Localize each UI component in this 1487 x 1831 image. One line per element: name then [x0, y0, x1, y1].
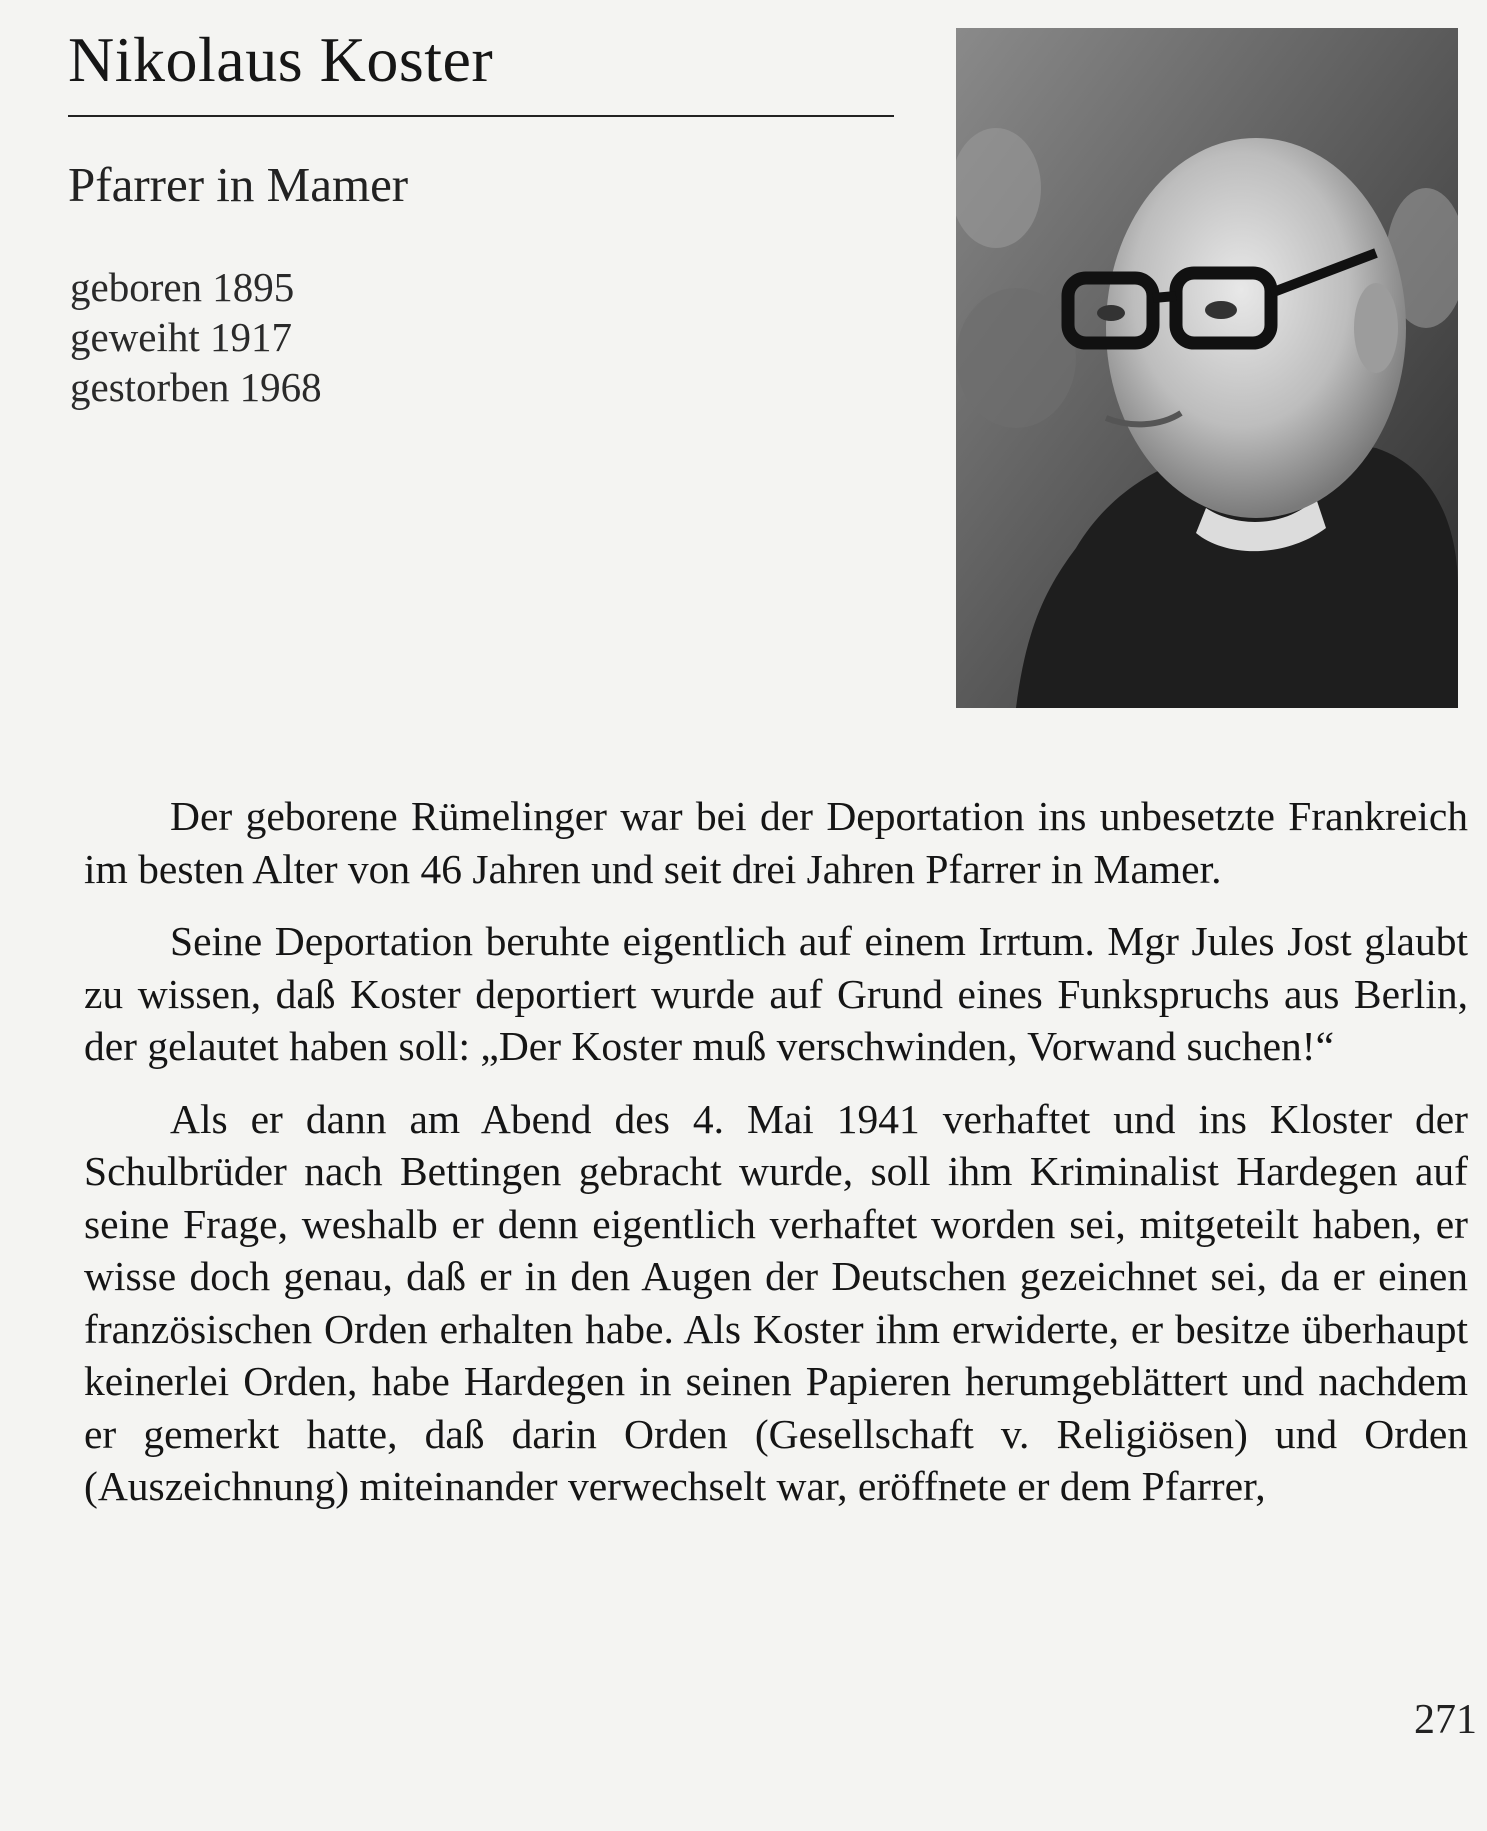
body-paragraph: Seine Deportation beruhte eigentlich auf einem Irrtum. Mgr Jules Jost glaubt zu wissen, daß Koster deportiert wurde auf Grund eines Funkspruchs aus Berlin, der gelautet haben soll: „Der Koster muß verschwinden, Vorwand suchen!“ [84, 918, 1468, 1069]
death-date: gestorben 1968 [70, 364, 322, 410]
title-divider [68, 115, 894, 117]
body-paragraph: Der geborene Rümelinger war bei der Deportation ins unbesetzte Frankreich im besten Alter von 46 Jahren und seit drei Jahren Pfarrer in Mamer. [84, 793, 1468, 892]
biographical-dates [70, 262, 322, 412]
body-paragraph: Als er dann am Abend des 4. Mai 1941 verhaftet und ins Kloster der Schulbrüder nach Bettingen gebracht wurde, soll ihm Kriminalist Hardegen auf seine Frage, weshalb er denn eigentlich verhaftet worden sei, mitgeteilt haben, er wisse doch genau, daß er in den Augen der Deutschen gezeichnet sei, da er einen französischen Orden erhalten habe. Als Koster ihm erwiderte, er besitze überhaupt keinerlei Orden, habe Hardegen in seinen Papieren herumgeblättert und nachdem er gemerkt hatte, daß darin Orden (Gesellschaft v. Religiösen) und Orden (Auszeichnung) miteinander verwechselt war, eröffnete er dem Pfarrer, [84, 1095, 1468, 1509]
page-number: 271 [1414, 1697, 1477, 1743]
ordination-date: geweiht 1917 [70, 314, 293, 360]
page-title: Nikolaus Koster [68, 24, 494, 95]
portrait-photo-icon [956, 28, 1458, 708]
article-body [84, 790, 1468, 1533]
page-subtitle: Pfarrer in Mamer [68, 157, 409, 212]
birth-date: geboren 1895 [70, 264, 295, 310]
